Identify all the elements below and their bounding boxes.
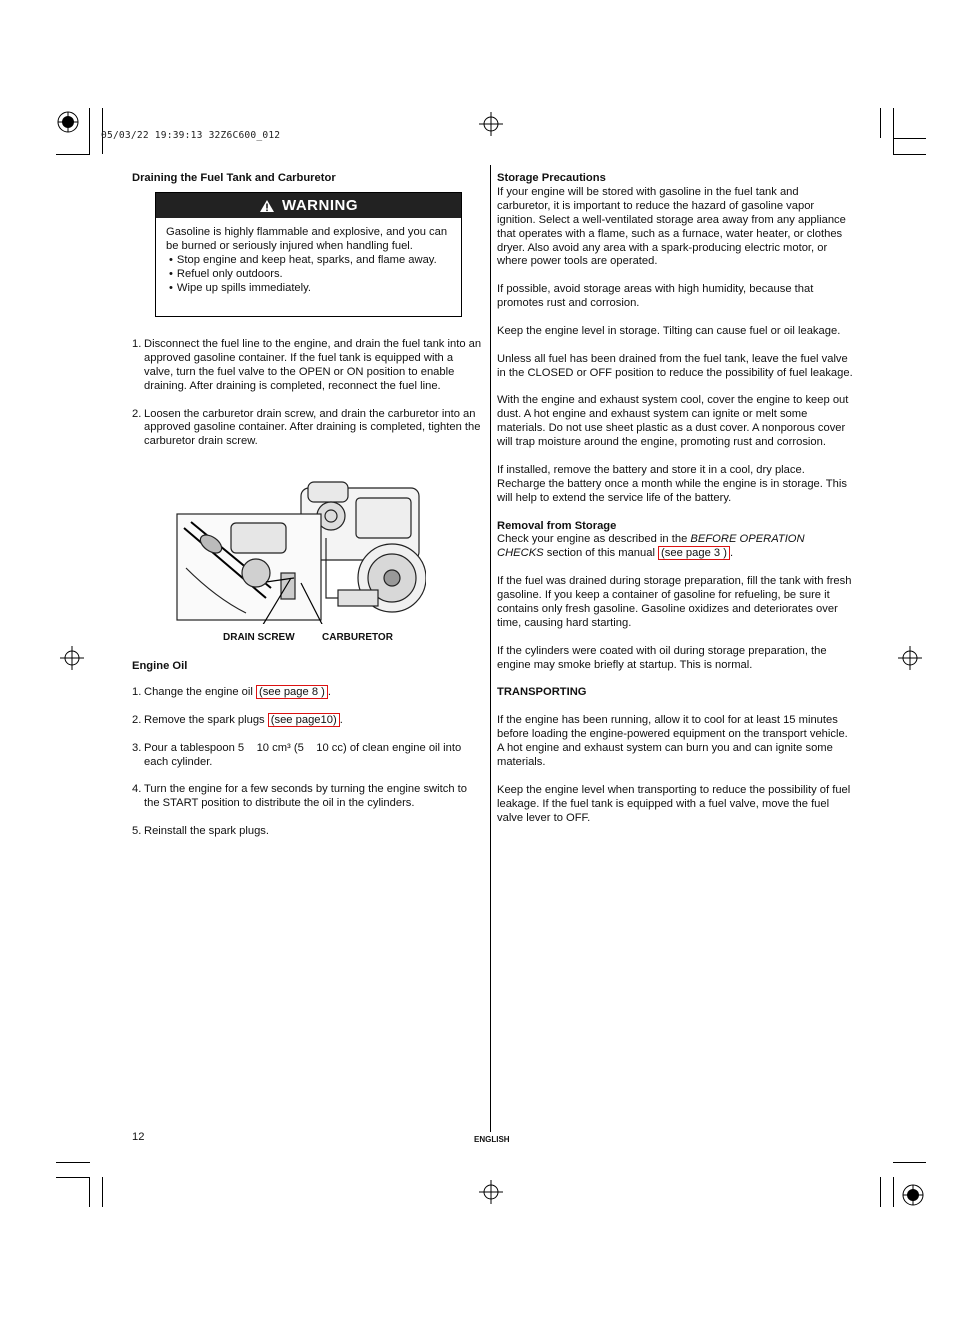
warning-bullet: • Wipe up spills immediately. [166,282,451,296]
crop-mark [880,108,881,138]
section-title-storage: Storage Precautions [497,172,606,184]
crosshair-left-middle [60,646,84,670]
crop-mark [893,138,926,139]
crop-mark [893,1162,926,1163]
crop-mark [56,154,90,155]
figure-label-drain-screw: DRAIN SCREW [223,632,295,643]
registration-target-bottom-right [901,1183,925,1207]
paragraph: Keep the engine level in storage. Tilting can cause fuel or oil leakage. [497,324,841,337]
warning-bullet: • Refuel only outdoors. [166,268,451,282]
right-column [497,172,853,839]
paragraph: If your engine will be stored with gasoline in the fuel tank and carburetor, it is important to reduce the hazard of gasoline vapor ignition. Select a well-ventilated storage area away from any appliance that operates with a flame, such as a furnace, water heater, or clothes dryer. Also avoid any area with a spark-producing electric motor, or where power tools are operated. [497,185,846,268]
paragraph: If installed, remove the battery and store it in a cool, dry place. Recharge the battery once a month while the engine is in storage. This will help to extend the service life of the battery. [497,463,847,504]
crop-mark [56,1177,90,1178]
engine-illustration [176,478,426,624]
paragraph: If possible, avoid storage areas with high humidity, because that promotes rust and corrosion. [497,283,814,310]
list-item: 1. Disconnect the fuel line to the engine, and drain the fuel tank into an approved gasoline container. If the fuel tank is equipped with a valve, turn the fuel valve to the OPEN or ON position to enable draining. After draining is completed, reconnect the fuel line. [132,338,482,392]
page-link[interactable]: (see page 8 ) [256,685,328,699]
section-title-transporting: TRANSPORTING [497,686,587,699]
paragraph: Keep the engine level when transporting to reduce the possibility of fuel leakage. If the fuel tank is equipped with a fuel valve, move the fuel valve lever to OFF. [497,783,851,824]
paragraph: If the cylinders were coated with oil during storage preparation, the engine may smoke briefly at startup. This is normal. [497,644,827,671]
list-item: 2. Remove the spark plugs (see page10) . [132,713,343,726]
crop-mark [880,1177,881,1207]
crop-mark [89,1177,90,1207]
crop-mark [102,1177,103,1207]
registration-target-top-left [56,110,80,134]
crosshair-right-middle [898,646,922,670]
oil-steps [132,686,484,853]
paragraph: If the engine has been running, allow it to cool for at least 15 minutes before loading the engine-powered equipment on the transport vehicle. A hot engine and exhaust system can burn you and can ignite some materials. [497,714,848,768]
draining-steps [132,338,484,463]
crop-mark [893,108,894,154]
warning-triangle-icon [259,199,275,213]
crop-mark [89,108,90,154]
section-title-draining: Draining the Fuel Tank and Carburetor [132,172,336,184]
section-title-removal: Removal from Storage [497,519,617,532]
paragraph: With the engine and exhaust system cool, cover the engine to keep out dust. A hot engine and exhaust system can ignite or melt some materials. Do not use sheet plastic as a dust cover. A nonporous cover will trap moisture around the engine, promoting rust and corrosion. [497,394,849,449]
list-item: 1. Change the engine oil (see page 8 ) . [132,686,332,698]
page-number: 12 [132,1131,145,1143]
warning-text: Gasoline is highly flammable and explosive, and you can be burned or seriously injured when handling fuel. [166,226,448,252]
warning-title: WARNING [282,197,358,214]
warning-bullet: • Stop engine and keep heat, sparks, and flame away. [166,254,451,268]
column-divider [490,165,491,1132]
crosshair-bottom-center [479,1180,503,1204]
figure-label-carburetor: CARBURETOR [322,632,393,643]
section-title-engine-oil: Engine Oil [132,660,188,672]
crop-mark [893,154,926,155]
page-link[interactable]: (see page10) [268,713,340,727]
warning-header [156,193,461,218]
footer-language: ENGLISH [474,1135,510,1144]
paragraph: Check your engine as described in the BEFORE OPERATION CHECKS section of this manual (see page 3 ) . [497,533,805,560]
print-stamp: 05/03/22 19:39:13 32Z6C600_012 [101,130,281,141]
crosshair-top-center [479,112,503,136]
paragraph: Unless all fuel has been drained from the fuel tank, leave the fuel valve in the CLOSED or OFF position to reduce the possibility of fuel leakage. [497,352,853,379]
list-item: 3. Pour a tablespoon 5 10 cm³ (5 10 cc) of clean engine oil into each cylinder. [132,741,465,768]
list-item: 4. Turn the engine for a few seconds by turning the engine switch to the START position to distribute the oil in the cylinders. [132,783,467,810]
list-item: 2. Loosen the carburetor drain screw, and drain the carburetor into an approved gasoline container. After draining is completed, tighten the carburetor drain screw. [132,407,481,448]
warning-box [155,192,462,317]
crop-mark [893,1177,894,1207]
crop-mark [56,1162,90,1163]
paragraph: If the fuel was drained during storage preparation, fill the tank with fresh gasoline. If you keep a container of gasoline for refueling, be sure it contains only fresh gasoline. Gasoline oxidizes and deteriorates over time, causing hard starting. [497,575,852,629]
list-item: 5. Reinstall the spark plugs. [132,825,269,837]
page-link[interactable]: (see page 3 ) [658,546,730,560]
